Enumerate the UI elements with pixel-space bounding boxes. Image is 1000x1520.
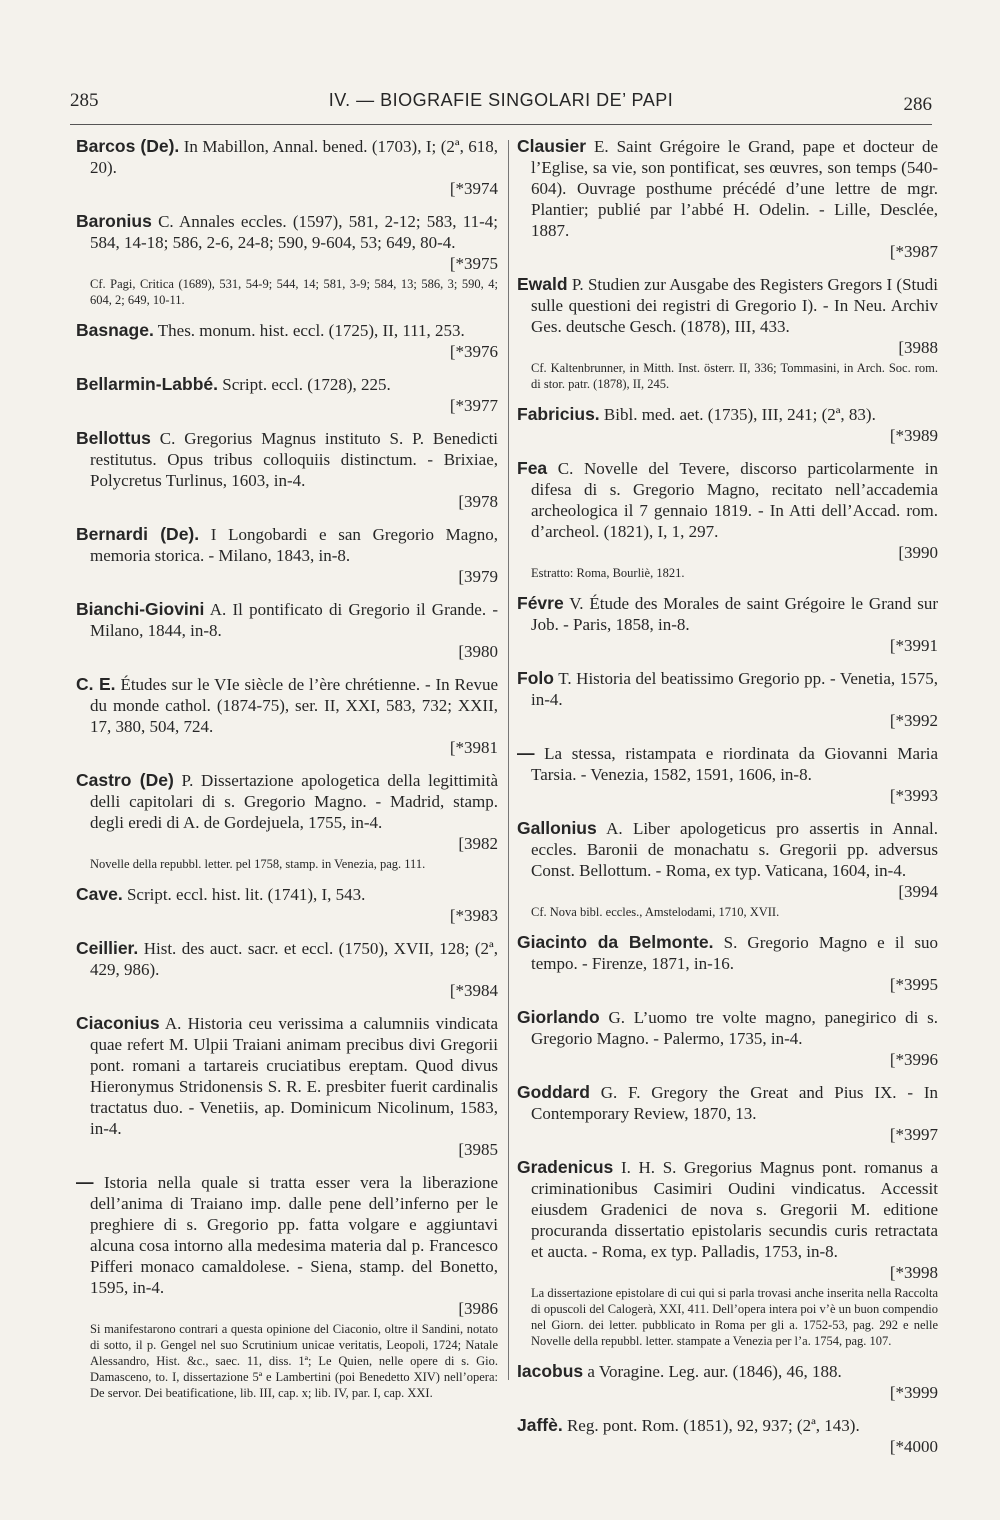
entry-number: [*3976 [449, 342, 498, 361]
entry-note: Estratto: Roma, Bourliè, 1821. [531, 566, 685, 580]
entry-number: [*3996 [889, 1050, 938, 1069]
bibliography-entry [76, 320, 498, 362]
bibliography-entry [517, 404, 938, 446]
entry-author: Giorlando [517, 1007, 600, 1027]
entry-number: [*3998 [889, 1263, 938, 1282]
entry-text: E. Saint Grégoire le Grand, pape et docteur de l’Eglise, sa vie, son pontificat, ses œuvres, son temps (540-604). Ouvrage posthume précédé d’une lettre de mgr. Plantier; publié par l’abbé H. Odelin. - Lille, Desclée, 1887. [531, 137, 938, 240]
entry-number: [3978 [458, 492, 498, 511]
entry-text: T. Historia del beatissimo Gregorio pp. - Venetia, 1575, in-4. [531, 669, 938, 709]
entry-text: Istoria nella quale si tratta esser vera la liberazione dell’anima di Traiano imp. dalle pene dell’inferno per le preghiere di s. Gregorio pp. fatta volgare e aggiuntavi alcuna cosa intorno alla medesima materia dal p. Francesco Pifferi monaco camaldolese. - Siena, stamp. del Bonetto, 1595, in-4. [90, 1173, 498, 1297]
bibliography-entry [517, 274, 938, 392]
entry-author: — [76, 1172, 94, 1192]
entry-text: Script. eccl. hist. lit. (1741), I, 543. [126, 885, 366, 904]
bibliography-entry [76, 884, 498, 926]
entry-note: Novelle della repubbl. letter. pel 1758, stamp. in Venezia, pag. 111. [90, 857, 426, 871]
entry-number: [*3984 [449, 981, 498, 1000]
entry-number-line [90, 833, 498, 854]
bibliography-entry [517, 932, 938, 995]
bibliography-entry [76, 1172, 498, 1401]
running-header [70, 88, 932, 116]
entry-number: [3985 [458, 1140, 498, 1159]
entry-author: Jaffè. [517, 1415, 563, 1435]
bibliography-entry [76, 938, 498, 1001]
entry-author: Cave. [76, 884, 123, 904]
entry-number: [*3991 [889, 636, 938, 655]
entry-number: [3982 [458, 834, 498, 853]
bibliography-entry [76, 374, 498, 416]
entry-number: [3986 [458, 1299, 498, 1318]
entry-number: [3994 [898, 882, 938, 901]
entry-author: C. E. [76, 674, 116, 694]
entry-number: [*3999 [889, 1383, 938, 1402]
entry-number: [*3993 [889, 786, 938, 805]
bibliography-entry [76, 599, 498, 662]
entry-text: Thes. monum. hist. eccl. (1725), II, 111, 253. [157, 321, 465, 340]
entry-number-line [531, 1049, 938, 1070]
header-rule [70, 124, 932, 125]
entry-text: V. Étude des Morales de saint Grégoire le Grand sur Job. - Paris, 1858, in-8. [531, 594, 938, 634]
entry-number-line [90, 1298, 498, 1319]
entry-author: Barcos (De). [76, 136, 180, 156]
entry-text: La stessa, ristampata e riordinata da Giovanni Maria Tarsia. - Venezia, 1582, 1591, 1606, in-8. [531, 744, 938, 784]
entry-author: Bellottus [76, 428, 151, 448]
entry-author: Goddard [517, 1082, 590, 1102]
entry-text: C. Novelle del Tevere, discorso particolarmente in difesa di s. Gregorio Magno, recitato nell’accademia archeologica il 7 gennaio 1819. - In Atti dell’Accad. rom. d’archeol. (1821), I, 1, 297. [531, 459, 938, 541]
entry-text: a Voragine. Leg. aur. (1846), 46, 188. [587, 1362, 842, 1381]
bibliography-entry [517, 458, 938, 581]
entry-text: G. L’uomo tre volte magno, panegirico di s. Gregorio Magno. - Palermo, 1735, in-4. [531, 1008, 938, 1048]
entry-number-line [531, 1382, 938, 1403]
entry-author: Baronius [76, 211, 152, 231]
entry-note: Cf. Nova bibl. eccles., Amstelodami, 1710, XVII. [531, 905, 780, 919]
entry-note: Cf. Kaltenbrunner, in Mitth. Inst. österr. II, 336; Tommasini, in Arch. Soc. rom. di stor. patr. (1878), II, 245. [531, 361, 938, 391]
bibliography-entry [517, 136, 938, 262]
entry-number-line [531, 1124, 938, 1145]
entry-author: Castro (De) [76, 770, 174, 790]
entry-author: Bernardi (De). [76, 524, 200, 544]
entry-note: Cf. Pagi, Critica (1689), 531, 54-9; 544, 14; 581, 3-9; 584, 13; 586, 3; 590, 4; 604, 2; 649, 10-11. [90, 277, 498, 307]
entry-number-line [90, 737, 498, 758]
entry-number-line [531, 635, 938, 656]
entry-text: P. Dissertazione apologetica della legittimità delli capitolari di s. Gregorio Magno. - Madrid, stamp. degli eredi di A. de Gordejuela, 1755, in-4. [90, 771, 498, 832]
entry-number: [3990 [898, 543, 938, 562]
entry-number: [*3983 [449, 906, 498, 925]
entry-number-line [90, 178, 498, 199]
entry-number: [*3974 [449, 179, 498, 198]
bibliography-entry [76, 136, 498, 199]
bibliography-entry [76, 524, 498, 587]
entry-text: Hist. des auct. sacr. et eccl. (1750), XVII, 128; (2ª, 429, 986). [90, 939, 498, 979]
bibliography-entry [517, 1082, 938, 1145]
bibliography-entry [76, 770, 498, 872]
entry-text: Études sur le VIe siècle de l’ère chrétienne. - In Revue du monde cathol. (1874-75), ser. II, XXI, 583, 732; XXII, 17, 380, 504, 724. [90, 675, 498, 736]
entry-number-line [90, 905, 498, 926]
entry-number-line [90, 491, 498, 512]
entry-text: C. Annales eccles. (1597), 581, 2-12; 583, 11-4; 584, 14-18; 586, 2-6, 24-8; 590, 9-604, 53; 649, 80-4. [90, 212, 499, 252]
entry-author: Bellarmin-Labbé. [76, 374, 218, 394]
left-column [76, 136, 498, 1413]
entry-author: Giacinto da Belmonte. [517, 932, 714, 952]
entry-text: In Mabillon, Annal. bened. (1703), I; (2ª, 618, 20). [90, 137, 499, 177]
entry-number-line [531, 785, 938, 806]
entry-author: Ciaconius [76, 1013, 160, 1033]
entry-author: Fea [517, 458, 548, 478]
entry-number-line [90, 566, 498, 587]
entry-number: [*3992 [889, 711, 938, 730]
entry-number: [3979 [458, 567, 498, 586]
entry-number: [*4000 [889, 1437, 938, 1456]
entry-number-line [90, 1139, 498, 1160]
running-title: IV. — BIOGRAFIE SINGOLARI DE’ PAPI [328, 90, 674, 110]
bibliography-entry [517, 1415, 938, 1457]
entry-text: I. H. S. Gregorius Magnus pont. romanus a criminationibus Casimiri Oudini vindicatus. Accessit eiusdem Gradenici de nova s. Gregorii M. editione procuranda dissertatio epistolaris secundis curis retractata et aucta. - Roma, ex typ. Palladis, 1753, in-8. [531, 1158, 938, 1261]
entry-number-line [90, 395, 498, 416]
bibliography-entry [517, 1361, 938, 1403]
entry-author: Folo [517, 668, 554, 688]
entry-number-line [90, 341, 498, 362]
entry-number: [*3975 [449, 254, 498, 273]
right-column [517, 136, 938, 1469]
entry-number: [*3981 [449, 738, 498, 757]
entry-text: A. Historia ceu verissima a calumniis vindicata quae refert M. Ulpii Traiani animam precibus divi Gregorii pont. romani a tartareis cruciatibus ereptam. Quod divus Hieronymus Stridonensis S. R. E. presbiter fuerit cardinalis tractatus duo. - Venetiis, ap. Dominicum Nicolinum, 1583, in-4. [90, 1014, 498, 1138]
entry-number-line [531, 1436, 938, 1457]
entry-number: [3980 [458, 642, 498, 661]
bibliography-entry [76, 211, 498, 308]
entry-text: Script. eccl. (1728), 225. [222, 375, 391, 394]
entry-author: Bianchi-Giovini [76, 599, 205, 619]
entry-text: S. Gregorio Magno e il suo tempo. - Firenze, 1871, in-16. [531, 933, 939, 973]
entry-author: Clausier [517, 136, 587, 156]
entry-author: Basnage. [76, 320, 154, 340]
bibliography-entry [517, 1007, 938, 1070]
bibliography-entry [76, 428, 498, 512]
entry-author: Iacobus [517, 1361, 584, 1381]
entry-number-line [531, 974, 938, 995]
entry-note: La dissertazione epistolare di cui qui si parla trovasi anche inserita nella Raccolta di opuscoli del Calogerà, XXI, 411. Dell’opera intera poi v’è un buon compendio nel Giorn. dei letter. pubblicato in Roma per gli a. 1752-53, pag. 292 e nelle Novelle della repubbl. letter. stampate a Venezia per l’a. 1754, pag. 107. [531, 1286, 938, 1348]
column-divider [508, 140, 509, 1380]
entry-number-line [531, 425, 938, 446]
entry-number: [*3997 [889, 1125, 938, 1144]
entry-number: [*3977 [449, 396, 498, 415]
entry-number-line [531, 710, 938, 731]
entry-author: Févre [517, 593, 564, 613]
entry-number: [*3995 [889, 975, 938, 994]
entry-text: G. F. Gregory the Great and Pius IX. - In Contemporary Review, 1870, 13. [531, 1083, 939, 1123]
entry-text: I Longobardi e san Gregorio Magno, memoria storica. - Milano, 1843, in-8. [90, 525, 499, 565]
entry-number-line [531, 337, 938, 358]
entry-author: — [517, 743, 535, 763]
entry-text: Reg. pont. Rom. (1851), 92, 937; (2ª, 143). [566, 1416, 860, 1435]
entry-text: C. Gregorius Magnus instituto S. P. Benedicti restitutus. Opus tribus colloquiis distinctum. - Brixiae, Polycretus Turlinus, 1603, in-4. [90, 429, 499, 490]
page-number-left: 285 [70, 90, 99, 111]
entry-text: A. Liber apologeticus pro assertis in Annal. eccles. Baronii de monachatu s. Gregorii pp. adversus Const. Bellottum. - Roma, ex typ. Vaticana, 1604, in-4. [531, 819, 938, 880]
bibliography-entry [76, 1013, 498, 1160]
entry-number-line [531, 881, 938, 902]
entry-text: A. Il pontificato di Gregorio il Grande. - Milano, 1844, in-8. [90, 600, 498, 640]
bibliography-entry [76, 674, 498, 758]
entry-text: P. Studien zur Ausgabe des Registers Gregors I (Studi sulle questioni dei registri di Gregorio I). - In Neu. Archiv Ges. deutsche Gesch. (1878), III, 433. [531, 275, 938, 336]
entry-author: Ceillier. [76, 938, 139, 958]
entry-number: [*3989 [889, 426, 938, 445]
entry-number-line [90, 253, 498, 274]
entry-number-line [531, 241, 938, 262]
entry-number: [*3987 [889, 242, 938, 261]
entry-author: Gallonius [517, 818, 597, 838]
bibliography-entry [517, 1157, 938, 1349]
bibliography-entry [517, 743, 938, 806]
bibliography-entry [517, 668, 938, 731]
entry-text: Bibl. med. aet. (1735), III, 241; (2ª, 83). [603, 405, 876, 424]
bibliography-entry [517, 818, 938, 920]
entry-number-line [90, 641, 498, 662]
entry-number-line [90, 980, 498, 1001]
entry-note: Si manifestarono contrari a questa opinione del Ciaconio, oltre il Sandini, notato di sotto, il p. Gengel nel suo Scrutinium unicae veritatis, Leopoli, 1724; Natale Alessandro, Hist. &c., saec. 11, diss. 1ª; Le Quien, nelle opere di s. Gio. Damasceno, to. I, dissertazione 5ª e Lambertini (poi Benedetto XIV) nell’opera: De servor. Dei beatificatione, lib. III, cap. x; lib. IV, par. I, cap. XXI. [90, 1322, 498, 1400]
entry-number-line [531, 1262, 938, 1283]
bibliography-entry [517, 593, 938, 656]
entry-author: Ewald [517, 274, 568, 294]
entry-author: Gradenicus [517, 1157, 614, 1177]
entry-number: [3988 [898, 338, 938, 357]
entry-author: Fabricius. [517, 404, 600, 424]
page-number-right: 286 [903, 94, 932, 115]
entry-number-line [531, 542, 938, 563]
